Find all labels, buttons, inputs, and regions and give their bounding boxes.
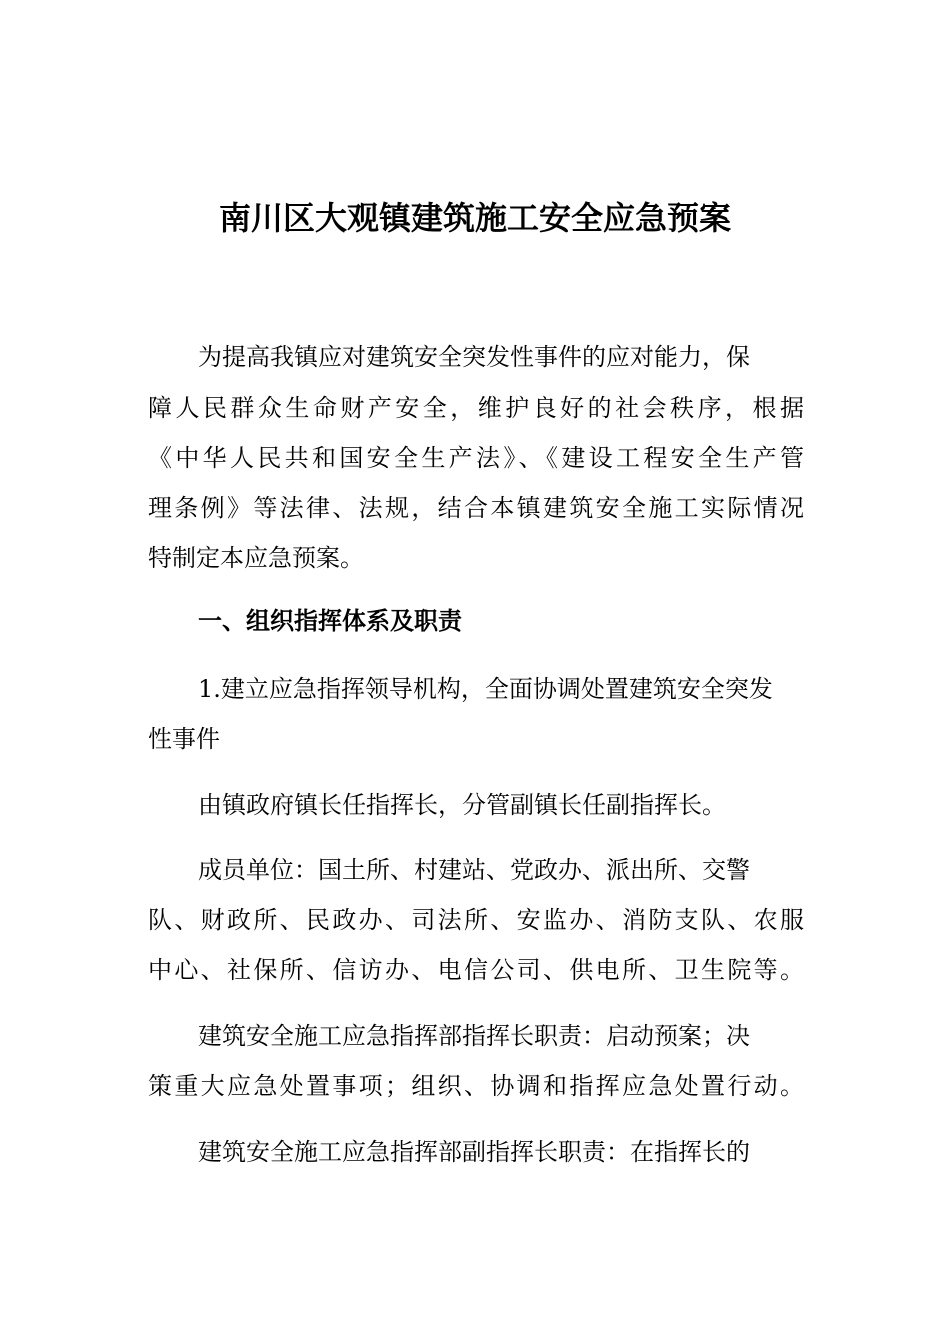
paragraph-line: 1.建立应急指挥领导机构，全面协调处置建筑安全突发	[198, 675, 773, 703]
paragraph-line: 中心、社保所、信访办、电信公司、供电所、卫生院等。	[148, 956, 804, 984]
paragraph-line: 障人民群众生命财产安全，维护良好的社会秩序，根据	[148, 394, 804, 422]
paragraph-line: 理条例》等法律、法规，结合本镇建筑安全施工实际情况	[148, 494, 804, 522]
paragraph-line: 为提高我镇应对建筑安全突发性事件的应对能力，保	[198, 343, 750, 371]
paragraph-line: 成员单位：国土所、村建站、党政办、派出所、交警	[198, 856, 750, 884]
section-heading: 一、组织指挥体系及职责	[198, 607, 462, 635]
paragraph-line: 特制定本应急预案。	[148, 544, 364, 572]
paragraph-line: 建筑安全施工应急指挥部副指挥长职责：在指挥长的	[198, 1138, 750, 1166]
document-title: 南川区大观镇建筑施工安全应急预案	[218, 199, 731, 237]
leader-paragraph: 由镇政府镇长任指挥长，分管副镇长任副指挥长。	[198, 791, 726, 819]
paragraph-line: 《中华人民共和国安全生产法》、《建设工程安全生产管	[148, 444, 804, 472]
paragraph-line: 队、财政所、民政办、司法所、安监办、消防支队、农服	[148, 906, 804, 934]
paragraph-line: 建筑安全施工应急指挥部指挥长职责：启动预案；决	[198, 1022, 750, 1050]
paragraph-line: 策重大应急处置事项；组织、协调和指挥应急处置行动。	[148, 1072, 804, 1100]
paragraph-line: 性事件	[148, 725, 220, 753]
